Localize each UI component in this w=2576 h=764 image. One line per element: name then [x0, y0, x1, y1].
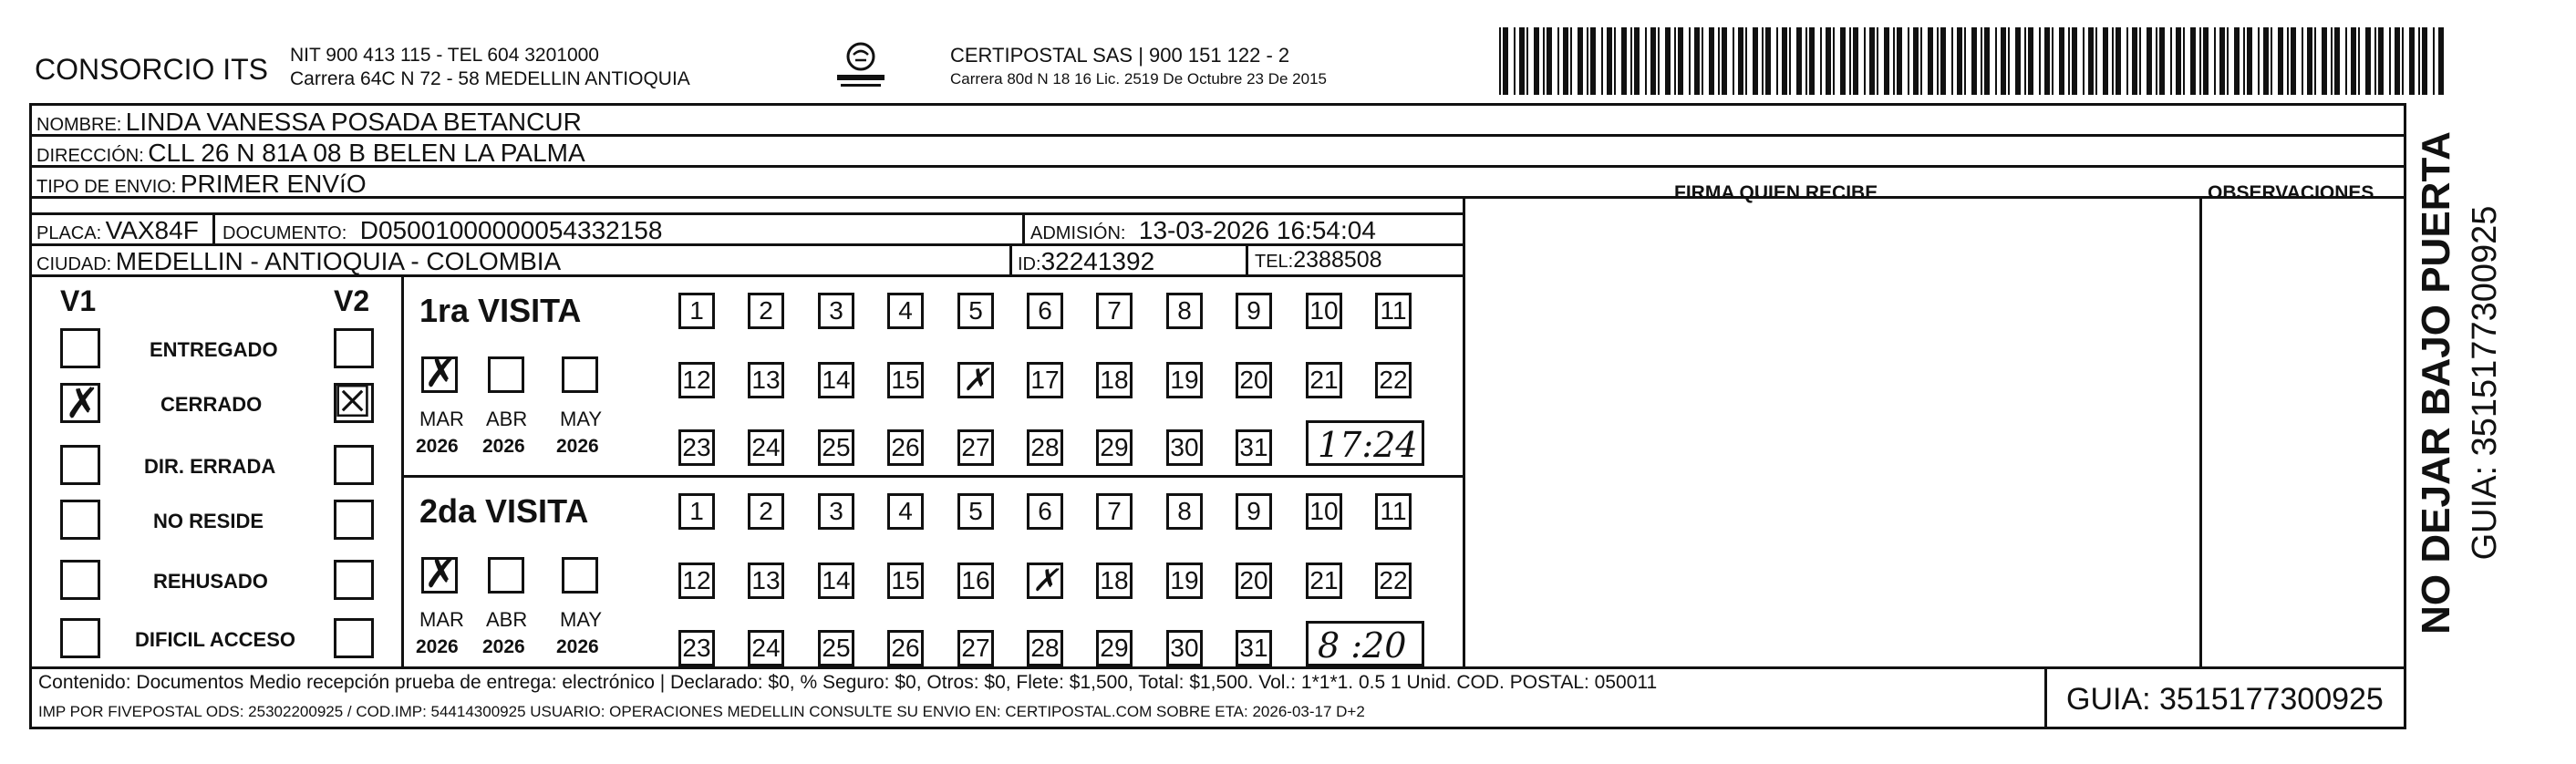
year-label: 2026 — [416, 436, 459, 457]
ciudad-label: CIUDAD: — [36, 254, 112, 274]
day-box[interactable]: 13 — [748, 362, 784, 398]
tipo-envio-value: PRIMER ENVíO — [180, 170, 367, 198]
barcode-bar — [1884, 27, 1889, 95]
nombre-row — [36, 109, 582, 135]
admision-value: 13-03-2026 16:54:04 — [1138, 216, 1376, 244]
barcode-bar — [1789, 27, 1791, 95]
day-box[interactable]: 24 — [748, 630, 784, 666]
id-label: ID: — [1018, 254, 1041, 274]
barcode-bar — [2147, 27, 2152, 95]
barcode-bar — [2072, 27, 2077, 95]
day-box[interactable]: 15 — [887, 563, 924, 599]
month-label: MAY — [560, 608, 603, 631]
time-box[interactable] — [1306, 420, 1424, 466]
day-box[interactable]: 2 — [748, 493, 784, 530]
barcode-bar — [2395, 27, 2400, 95]
barcode-bar — [2116, 27, 2121, 95]
barcode-bar — [1658, 27, 1660, 95]
day-box[interactable]: 21 — [1306, 362, 1342, 398]
day-box[interactable]: 10 — [1306, 293, 1342, 329]
barcode-bar — [1984, 27, 1990, 95]
barcode-bar — [1782, 27, 1787, 95]
day-box[interactable]: 30 — [1166, 630, 1203, 666]
barcode-bar — [2322, 27, 2327, 95]
barcode-bar — [1762, 27, 1764, 95]
day-box[interactable]: 9 — [1236, 293, 1272, 329]
barcode-bar — [1689, 27, 1691, 95]
year-label: 2026 — [482, 436, 525, 457]
barcode-bar — [1849, 27, 1851, 95]
barcode-bar — [2351, 27, 2356, 95]
barcode-bar — [1578, 27, 1583, 95]
company-name: CONSORCIO ITS — [35, 53, 269, 86]
day-box[interactable]: 6 — [1027, 493, 1063, 530]
day-box[interactable]: 4 — [887, 293, 924, 329]
day-box[interactable]: 6 — [1027, 293, 1063, 329]
barcode-bar — [2112, 27, 2114, 95]
day-box[interactable]: 29 — [1096, 630, 1133, 666]
barcode-bar — [2247, 27, 2252, 95]
day-box[interactable]: 16 — [957, 563, 994, 599]
day-box[interactable]: 25 — [818, 630, 854, 666]
barcode-bar — [1702, 27, 1703, 95]
no-dejar-bajo-puerta: NO DEJAR BAJO PUERTA — [2414, 131, 2458, 635]
barcode-bar — [1733, 27, 1734, 95]
barcode-bar — [1908, 27, 1909, 95]
day-box[interactable]: 2 — [748, 293, 784, 329]
status-label: REHUSADO — [153, 570, 268, 593]
barcode-bar — [1709, 27, 1714, 95]
day-box[interactable]: 12 — [678, 362, 715, 398]
month-label: ABR — [486, 408, 528, 430]
company-nit-tel: NIT 900 413 115 - TEL 604 3201000 — [290, 45, 599, 66]
barcode-bar — [2183, 27, 2185, 95]
year-label: 2026 — [416, 636, 459, 657]
barcode-bar — [2176, 27, 2181, 95]
day-box[interactable]: 1 — [678, 293, 715, 329]
month-checkbox[interactable] — [488, 356, 524, 393]
barcode-bar — [2291, 27, 2296, 95]
tel-row — [1255, 249, 1382, 272]
barcode-bar — [1590, 27, 1596, 95]
barcode-bar — [2271, 27, 2272, 95]
day-box[interactable]: 11 — [1375, 293, 1412, 329]
day-box[interactable]: 31 — [1236, 630, 1272, 666]
barcode-bar — [2307, 27, 2312, 95]
status-label: DIFICIL ACCESO — [135, 628, 296, 651]
barcode-bar — [1557, 27, 1559, 95]
barcode-bar — [2156, 27, 2157, 95]
admision-row — [1030, 218, 1376, 243]
day-box[interactable]: 17 — [1027, 362, 1063, 398]
day-box[interactable]: 5 — [957, 293, 994, 329]
year-label: 2026 — [482, 636, 525, 657]
footer-contenido: Contenido: Documentos Medio recepción prueba de entrega: electrónico | Declarado: $0, % Seguro: $0, Otros: $0, Flete: $1,500, Total: $1,500. Vol.: 1*1*1. 0.5 1 Unid. COD. POSTAL: 050011 — [38, 672, 1658, 693]
barcode-bar — [1694, 27, 1700, 95]
barcode — [1499, 27, 2447, 95]
tel-label: TEL: — [1255, 252, 1294, 272]
barcode-bar — [1526, 27, 1528, 95]
barcode-bar — [1543, 27, 1545, 95]
barcode-bar — [1853, 27, 1858, 95]
barcode-bar — [1913, 27, 1919, 95]
barcode-bar — [2302, 27, 2303, 95]
v2-checkbox[interactable] — [334, 445, 374, 485]
barcode-bar — [1674, 27, 1676, 95]
v2-checkbox[interactable] — [334, 560, 374, 600]
certipostal-logo — [832, 40, 890, 91]
day-box[interactable]: 3 — [818, 293, 854, 329]
documento-label: DOCUMENTO: — [222, 223, 347, 243]
barcode-bar — [2409, 27, 2415, 95]
barcode-bar — [2438, 27, 2444, 95]
barcode-bar — [2068, 27, 2070, 95]
barcode-bar — [2132, 27, 2137, 95]
check-mark-icon: ✗ — [424, 551, 458, 597]
v2-header: V2 — [334, 284, 370, 317]
barcode-bar — [1499, 27, 1501, 95]
barcode-bar — [2203, 27, 2209, 95]
month-label: MAR — [419, 408, 464, 430]
courier-name: CERTIPOSTAL SAS | 900 151 122 - 2 — [950, 44, 1290, 67]
day-box[interactable]: 12 — [678, 563, 715, 599]
ciudad-value: MEDELLIN - ANTIOQUIA - COLOMBIA — [115, 247, 562, 275]
barcode-bar — [1563, 27, 1568, 95]
barcode-bar — [2334, 27, 2340, 95]
day-box[interactable]: 24 — [748, 429, 784, 466]
year-label: 2026 — [556, 636, 599, 657]
direccion-value: CLL 26 N 81A 08 B BELEN LA PALMA — [148, 139, 585, 167]
barcode-bar — [2170, 27, 2172, 95]
day-box[interactable]: 22 — [1375, 362, 1412, 398]
barcode-bar — [1519, 27, 1525, 95]
day-box[interactable]: 20 — [1236, 563, 1272, 599]
barcode-bar — [1893, 27, 1895, 95]
day-box[interactable]: 8 — [1166, 293, 1203, 329]
month-label: MAR — [419, 608, 464, 631]
barcode-bar — [2126, 27, 2128, 95]
visit-title: 1ra VISITA — [419, 292, 582, 329]
v1-checkbox[interactable] — [60, 560, 100, 600]
barcode-bar — [1805, 27, 1807, 95]
barcode-bar — [2243, 27, 2245, 95]
barcode-bar — [1971, 27, 1977, 95]
barcode-bar — [1634, 27, 1640, 95]
day-box[interactable]: 26 — [887, 630, 924, 666]
barcode-bar — [1665, 27, 1671, 95]
day-box[interactable]: 27 — [957, 630, 994, 666]
day-box[interactable]: 7 — [1096, 293, 1133, 329]
barcode-bar — [2314, 27, 2316, 95]
tel-value: 2388508 — [1293, 247, 1382, 273]
barcode-bar — [1840, 27, 1846, 95]
barcode-bar — [1928, 27, 1933, 95]
direccion-row — [36, 140, 585, 166]
placa-row — [36, 218, 199, 243]
day-box[interactable]: 19 — [1166, 563, 1203, 599]
day-box[interactable]: 14 — [818, 362, 854, 398]
barcode-bar — [1514, 27, 1516, 95]
day-box[interactable]: 3 — [818, 493, 854, 530]
check-mark-icon: ✗ — [424, 350, 458, 397]
footer-guia: GUIA: 3515177300925 — [2066, 682, 2384, 717]
barcode-bar — [2199, 27, 2201, 95]
barcode-bar — [2219, 27, 2225, 95]
barcode-bar — [1920, 27, 1922, 95]
day-box[interactable]: 22 — [1375, 563, 1412, 599]
v1-checkbox[interactable] — [60, 500, 100, 540]
month-checkbox[interactable] — [562, 557, 598, 594]
day-box[interactable]: 9 — [1236, 493, 1272, 530]
barcode-bar — [1570, 27, 1572, 95]
month-label: ABR — [486, 608, 528, 631]
v2-checkbox[interactable] — [334, 618, 374, 658]
barcode-bar — [2422, 27, 2427, 95]
id-value: 32241392 — [1040, 247, 1155, 275]
month-checkbox[interactable] — [488, 557, 524, 594]
direccion-label: DIRECCIÓN: — [36, 146, 144, 166]
day-box[interactable]: 27 — [957, 429, 994, 466]
barcode-bar — [1614, 27, 1616, 95]
barcode-bar — [2378, 27, 2384, 95]
barcode-bar — [2214, 27, 2216, 95]
v1-header: V1 — [60, 284, 97, 317]
barcode-bar — [2088, 27, 2094, 95]
day-box[interactable]: 7 — [1096, 493, 1133, 530]
status-label: NO RESIDE — [153, 510, 264, 532]
day-box-marked[interactable]: ✗ — [1027, 563, 1063, 599]
company-address: Carrera 64C N 72 - 58 MEDELLIN ANTIOQUIA — [290, 68, 690, 89]
barcode-bar — [2095, 27, 2097, 95]
barcode-bar — [1753, 27, 1758, 95]
firma-header: FIRMA QUIEN RECIBE — [1674, 182, 1878, 203]
admision-label: ADMISIÓN: — [1030, 223, 1126, 243]
check-mark-icon: ✗ — [65, 378, 100, 428]
day-box-marked[interactable]: ✗ — [957, 362, 994, 398]
day-box[interactable]: 19 — [1166, 362, 1203, 398]
barcode-bar — [1678, 27, 1683, 95]
barcode-bar — [1645, 27, 1647, 95]
barcode-bar — [1951, 27, 1953, 95]
barcode-bar — [2234, 27, 2240, 95]
month-label: MAY — [560, 408, 603, 430]
barcode-bar — [2059, 27, 2064, 95]
day-box[interactable]: 11 — [1375, 493, 1412, 530]
day-box[interactable]: 23 — [678, 630, 715, 666]
barcode-bar — [1738, 27, 1743, 95]
visit-title: 2da VISITA — [419, 492, 589, 530]
barcode-bar — [1722, 27, 1727, 95]
status-label: DIR. ERRADA — [144, 455, 276, 478]
barcode-bar — [1776, 27, 1778, 95]
barcode-bar — [2374, 27, 2376, 95]
day-box[interactable]: 18 — [1096, 362, 1133, 398]
barcode-bar — [2159, 27, 2165, 95]
documento-row — [222, 218, 662, 243]
barcode-bar — [1809, 27, 1815, 95]
barcode-bar — [1820, 27, 1822, 95]
barcode-bar — [2103, 27, 2108, 95]
nombre-value: LINDA VANESSA POSADA BETANCUR — [125, 108, 582, 136]
barcode-bar — [1864, 27, 1866, 95]
day-box[interactable]: 14 — [818, 563, 854, 599]
day-box[interactable]: 4 — [887, 493, 924, 530]
tipo-envio-row — [36, 171, 367, 197]
barcode-bar — [1765, 27, 1771, 95]
barcode-bar — [2039, 27, 2041, 95]
barcode-bar — [1601, 27, 1603, 95]
barcode-bar — [2044, 27, 2050, 95]
v1-checkbox[interactable] — [60, 618, 100, 658]
day-box[interactable]: 1 — [678, 493, 715, 530]
day-box[interactable]: 25 — [818, 429, 854, 466]
barcode-bar — [2227, 27, 2229, 95]
year-label: 2026 — [556, 436, 599, 457]
barcode-bar — [1587, 27, 1588, 95]
day-box[interactable]: 15 — [887, 362, 924, 398]
status-label: CERRADO — [160, 393, 263, 416]
ciudad-row — [36, 249, 561, 274]
barcode-bar — [1621, 27, 1627, 95]
day-box[interactable]: 13 — [748, 563, 784, 599]
v2-checkbox[interactable] — [334, 500, 374, 540]
v1-checkbox[interactable] — [60, 328, 100, 368]
handwritten-time: 17:24 — [1318, 425, 1418, 465]
v1-checkbox[interactable] — [60, 445, 100, 485]
barcode-bar — [2024, 27, 2026, 95]
v2-checkbox[interactable] — [333, 377, 374, 428]
barcode-bar — [1995, 27, 1997, 95]
day-box[interactable]: 5 — [957, 493, 994, 530]
placa-label: PLACA: — [36, 223, 102, 243]
placa-value: VAX84F — [105, 216, 199, 244]
barcode-bar — [1718, 27, 1720, 95]
day-box[interactable]: 8 — [1166, 493, 1203, 530]
v1-checkbox[interactable] — [60, 378, 100, 428]
barcode-bar — [2083, 27, 2085, 95]
status-label: ENTREGADO — [150, 338, 278, 361]
courier-address: Carrera 80d N 18 16 Lic. 2519 De Octubre 23 De 2015 — [950, 70, 1327, 88]
day-box[interactable]: 21 — [1306, 563, 1342, 599]
side-guia: GUIA: 3515177300925 — [2466, 205, 2504, 561]
barcode-bar — [2190, 27, 2196, 95]
barcode-bar — [1607, 27, 1612, 95]
nombre-label: NOMBRE: — [36, 115, 122, 135]
barcode-bar — [2263, 27, 2269, 95]
day-box[interactable]: 28 — [1027, 630, 1063, 666]
barcode-bar — [1964, 27, 1966, 95]
barcode-bar — [2258, 27, 2260, 95]
id-row — [1018, 249, 1154, 274]
barcode-bar — [2433, 27, 2435, 95]
month-checkbox[interactable] — [562, 356, 598, 393]
barcode-bar — [2139, 27, 2141, 95]
day-box[interactable]: 18 — [1096, 563, 1133, 599]
v2-checkbox[interactable] — [334, 328, 374, 368]
day-box[interactable]: 23 — [678, 429, 715, 466]
barcode-bar — [2001, 27, 2006, 95]
barcode-bar — [1981, 27, 1982, 95]
barcode-bar — [1745, 27, 1747, 95]
day-box[interactable]: 31 — [1236, 429, 1272, 466]
barcode-bar — [1877, 27, 1878, 95]
day-box[interactable]: 10 — [1306, 493, 1342, 530]
barcode-bar — [2052, 27, 2054, 95]
day-box[interactable]: 28 — [1027, 429, 1063, 466]
barcode-bar — [1957, 27, 1962, 95]
barcode-bar — [2331, 27, 2333, 95]
day-box[interactable]: 20 — [1236, 362, 1272, 398]
barcode-bar — [1869, 27, 1875, 95]
barcode-bar — [2287, 27, 2289, 95]
barcode-bar — [1826, 27, 1831, 95]
month-checkbox[interactable] — [421, 551, 458, 597]
check-mark-icon: ☒ — [333, 377, 373, 428]
barcode-bar — [2389, 27, 2391, 95]
barcode-bar — [1503, 27, 1508, 95]
footer-imp: IMP POR FIVEPOSTAL ODS: 25302200925 / COD.IMP: 54414300925 USUARIO: OPERACIONES MEDELLIN CONSULTE SU ENVIO EN: CERTIPOSTAL.COM SOBRE ETA: 2026-03-17 D+2 — [38, 703, 1365, 720]
day-box[interactable]: 30 — [1166, 429, 1203, 466]
barcode-bar — [2345, 27, 2347, 95]
barcode-bar — [2278, 27, 2283, 95]
month-checkbox[interactable] — [421, 350, 458, 397]
barcode-bar — [2008, 27, 2010, 95]
day-box[interactable]: 26 — [887, 429, 924, 466]
barcode-bar — [1796, 27, 1802, 95]
barcode-bar — [1940, 27, 1946, 95]
barcode-bar — [1534, 27, 1539, 95]
barcode-bar — [2015, 27, 2021, 95]
day-box[interactable]: 29 — [1096, 429, 1133, 466]
documento-value: D05001000000054332158 — [359, 216, 663, 244]
barcode-bar — [1937, 27, 1939, 95]
observaciones-header: OBSERVACIONES — [2208, 182, 2374, 203]
barcode-bar — [1650, 27, 1656, 95]
barcode-bar — [1897, 27, 1902, 95]
barcode-bar — [2358, 27, 2360, 95]
barcode-bar — [2365, 27, 2371, 95]
barcode-bar — [1630, 27, 1632, 95]
barcode-bar — [2402, 27, 2404, 95]
handwritten-time: 8 :20 — [1318, 625, 1407, 666]
tipo-envio-label: TIPO DE ENVIO: — [36, 177, 177, 197]
barcode-bar — [2418, 27, 2420, 95]
barcode-bar — [1833, 27, 1835, 95]
time-box[interactable] — [1306, 621, 1424, 666]
barcode-bar — [1547, 27, 1552, 95]
barcode-bar — [2028, 27, 2033, 95]
